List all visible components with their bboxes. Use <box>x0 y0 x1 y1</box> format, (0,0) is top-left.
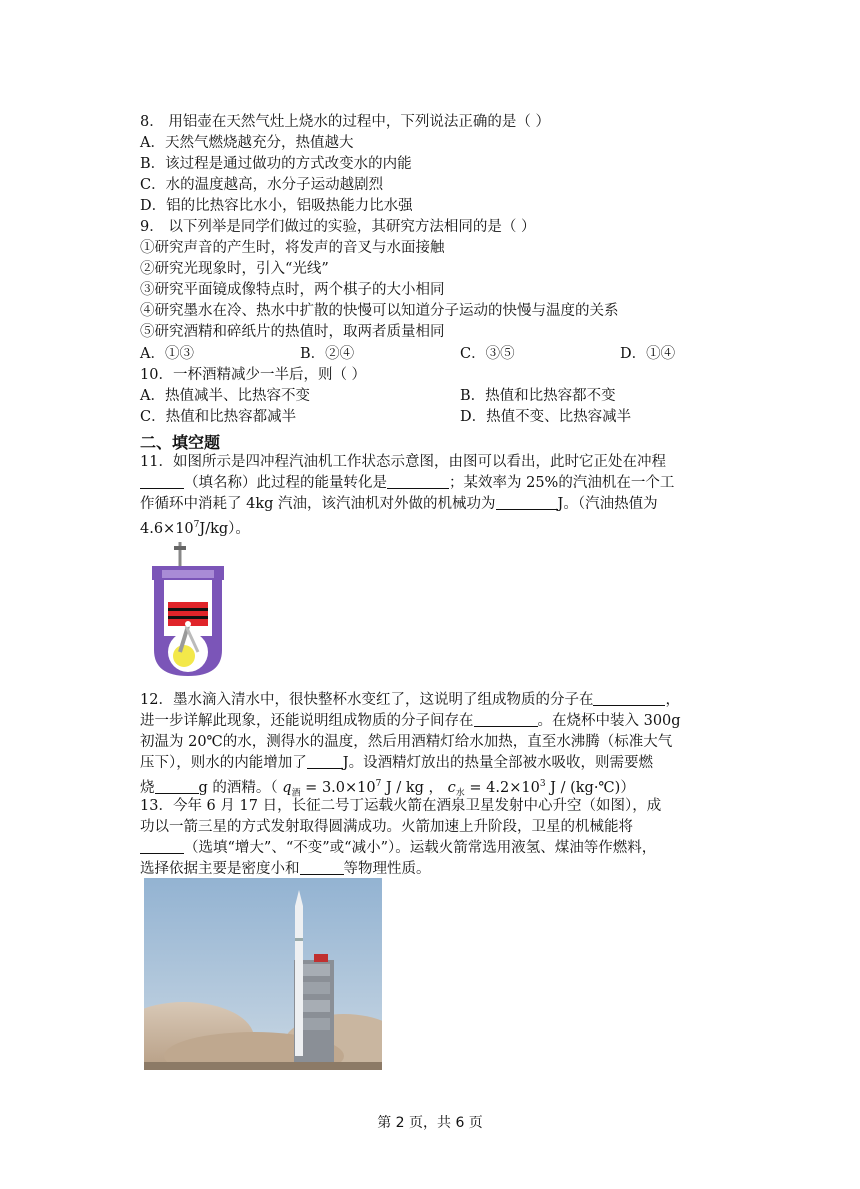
page-footer: 第 2 页，共 6 页 <box>377 1115 483 1131</box>
answer-blank[interactable] <box>140 839 184 854</box>
q12-line-3: 初温为 20℃的水，测得水的温度，然后用酒精灯给水加热，直至水沸腾（标准大气 <box>140 734 673 750</box>
crankshaft <box>173 645 195 667</box>
q11-line-1: 11．如图所示是四冲程汽油机工作状态示意图，由图可以看出，此时它正处在冲程 <box>140 454 666 470</box>
section-title: 二、填空题 <box>140 433 221 452</box>
q8-option-d: D．铝的比热容比水小，铝吸热能力比水强 <box>140 198 413 214</box>
q11-line-4: $4.6\times 10^7J/kg$）。 <box>140 520 250 537</box>
q9-item-3: ③研究平面镜成像特点时，两个棋子的大小相同 <box>140 282 445 298</box>
q13-line-2: 功以一箭三星的方式发射取得圆满成功。火箭加速上升阶段，卫星的机械能将 <box>140 819 633 835</box>
engine-figure-svg <box>150 540 226 678</box>
q11-line-2: （填名称）此过程的能量转化是 ；某效率为 25%的汽油机在一个工 <box>140 473 674 494</box>
q13-line-4: 选择依据主要是密度小和 等物理性质。 <box>140 861 431 877</box>
answer-blank[interactable] <box>155 779 199 794</box>
q12-line-4: 压下），则水的内能增加了 J。设酒精灯放出的热量全部被水吸收，则需要燃 <box>140 755 654 771</box>
q9-item-1: ①研究声音的产生时，将发声的音叉与水面接触 <box>140 240 445 256</box>
answer-blank[interactable] <box>474 712 538 727</box>
q8-option-a: A．天然气燃烧越充分，热值越大 <box>140 135 354 151</box>
q13-line-3: （选填“增大”、“不变”或“减小”）。运载火箭常选用液氢、煤油等作燃料， <box>140 838 656 859</box>
q8-option-c: C．水的温度越高，水分子运动越剧烈 <box>140 177 384 193</box>
q9-option-c: C．③⑤ <box>460 346 515 362</box>
q12-line-2: 进一步详解此现象，还能说明组成物质的分子间存在 。在烧杯中装入 300g <box>140 713 681 729</box>
answer-blank[interactable] <box>140 474 184 489</box>
answer-blank[interactable] <box>387 474 449 489</box>
q9-item-4: ④研究墨水在冷、热水中扩散的快慢可以知道分子运动的快慢与温度的关系 <box>140 303 619 319</box>
q9-option-a: A．①③ <box>140 346 194 362</box>
q12-line-5: 烧 g 的酒精。（ $q_酒 = 3.0\times 10^7$ J / kg ， $c_水 = 4.2\times 10^3$ J / (kg·℃)） <box>140 779 635 799</box>
engine-diagram <box>150 540 226 678</box>
valve-cap <box>174 546 186 550</box>
cylinder-wall-left <box>154 580 164 636</box>
cylinder-wall-right <box>212 580 222 636</box>
q9-item-2: ②研究光现象时，引入“光线” <box>140 261 329 277</box>
answer-blank[interactable] <box>593 691 665 706</box>
q10-option-d: D．热值不变、比热容减半 <box>460 409 632 425</box>
q13-line-1: 13．今年 6 月 17 日，长征二号丁运载火箭在酒泉卫星发射中心升空（如图），成 <box>140 798 662 814</box>
answer-blank[interactable] <box>496 495 558 510</box>
q12-line-1: 12．墨水滴入清水中，很快整杯水变红了，这说明了组成物质的分子在 ， <box>140 692 680 708</box>
q9-stem: 9． 以下列举是同学们做过的实验，其研究方法相同的是（ ） <box>140 219 536 235</box>
answer-blank[interactable] <box>300 860 344 875</box>
q10-option-b: B．热值和比热容都不变 <box>460 388 616 404</box>
q10-stem: 10．一杯酒精减少一半后，则（ ） <box>140 367 367 383</box>
rocket-body <box>295 906 303 1056</box>
q10-option-c: C．热值和比热容都减半 <box>140 409 297 425</box>
answer-blank[interactable] <box>307 754 343 769</box>
q9-item-5: ⑤研究酒精和碎纸片的热值时，取两者质量相同 <box>140 324 445 340</box>
q9-option-b: B．②④ <box>300 346 355 362</box>
q9-option-d: D．①④ <box>620 346 676 362</box>
q8-option-b: B．该过程是通过做功的方式改变水的内能 <box>140 156 412 172</box>
q11-line-3: 作循环中消耗了 4kg 汽油，该汽油机对外做的机械功为 J。（汽油热值为 <box>140 496 658 512</box>
ground <box>144 1062 382 1070</box>
rocket-photo-svg <box>144 878 382 1070</box>
rocket-launch-photo <box>144 878 382 1070</box>
q10-option-a: A．热值减半、比热容不变 <box>140 388 310 404</box>
q8-stem: 8． 用铝壶在天然气灶上烧水的过程中，下列说法正确的是（ ） <box>140 114 550 130</box>
